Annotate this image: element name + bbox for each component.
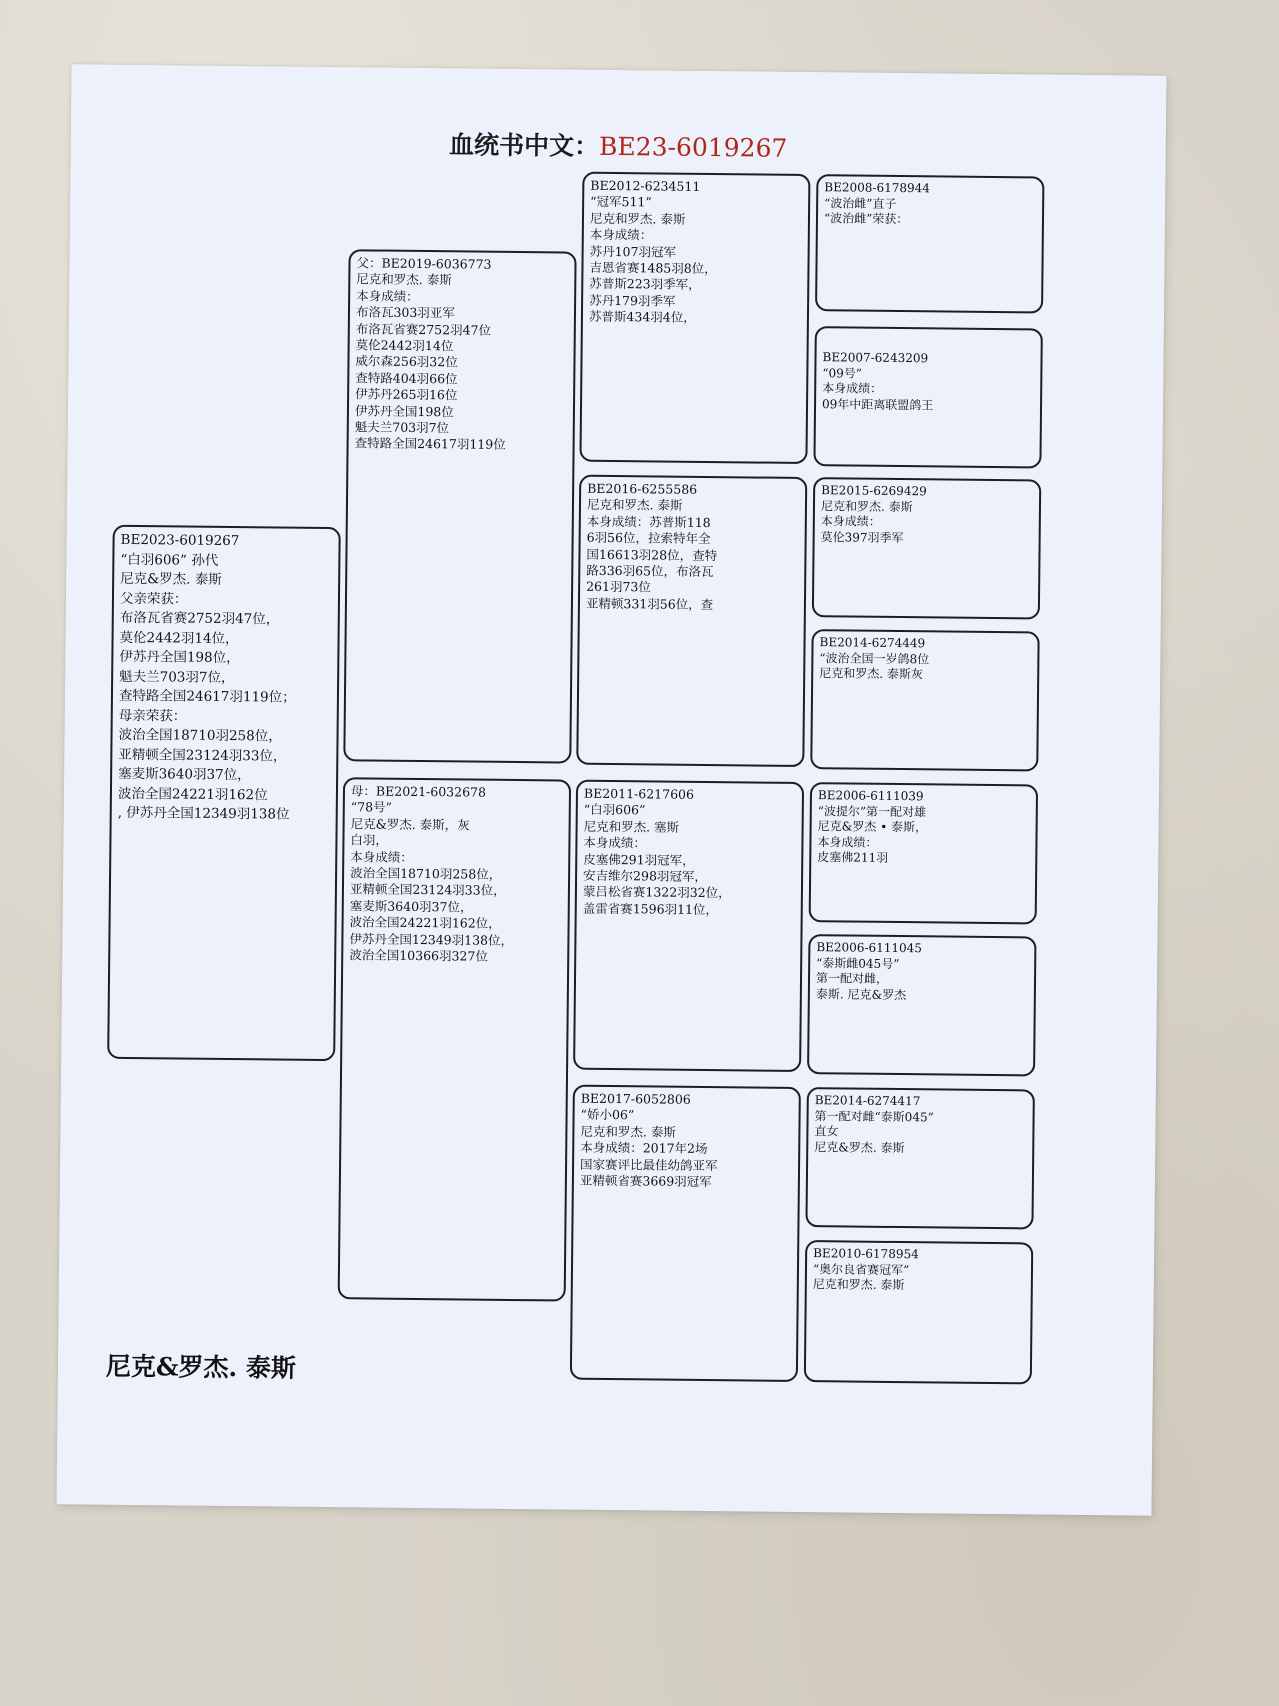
self-line: 尼克&罗杰. 泰斯	[120, 570, 222, 588]
self-line: 伊苏丹全国198位，	[119, 648, 240, 667]
sire-line: 查特路404羽66位	[355, 370, 458, 387]
sire-line: 尼克和罗杰. 泰斯	[356, 271, 452, 288]
self-line: BE2023-6019267	[120, 531, 240, 550]
ggp-line: BE2014-6274417	[814, 1093, 921, 1109]
dam-line: 亚精顿全国23124羽33位，	[349, 881, 506, 899]
ggp-line: 本身成绩：	[820, 514, 881, 529]
page-title	[71, 121, 1166, 168]
self-box	[107, 525, 341, 1061]
ggp-line: 本身成绩：	[817, 834, 878, 850]
dam-box	[338, 777, 571, 1301]
dam-sire-line: “白羽606”	[583, 802, 646, 818]
dam-sire-line: 本身成绩：	[583, 834, 647, 851]
sire-dam-line: 亚精顿331羽56位，查	[585, 595, 714, 612]
self-line: 布洛瓦省赛2752羽47位，	[119, 609, 280, 628]
dam-dam-line: 本身成绩：2017年2场	[580, 1139, 708, 1157]
sire-dam-line: 261羽73位	[586, 579, 651, 595]
self-line: , 伊苏丹全国12349羽138位	[117, 804, 290, 823]
sire-sire-line: 苏丹179羽季军	[589, 292, 676, 309]
ggp-line: “波治雌”直子	[824, 195, 897, 211]
dam-line: 波治全国18710羽258位，	[350, 865, 502, 882]
ggp-line: BE2007-6243209	[822, 350, 929, 366]
dam-line: 本身成绩：	[350, 848, 413, 865]
ggp-line: 直女	[814, 1124, 839, 1139]
self-line: 塞麦斯3640羽37位，	[118, 765, 251, 784]
self-line: “白羽606” 孙代	[120, 551, 219, 569]
ggp-box-7	[805, 1087, 1034, 1229]
sire-dam-line: 尼克和罗杰. 泰斯	[586, 497, 683, 514]
dam-dam-line: 尼克和罗杰. 泰斯	[580, 1123, 676, 1140]
sire-sire-line: 尼克和罗杰. 泰斯	[589, 210, 686, 227]
ggp-line: BE2008-6178944	[824, 180, 931, 196]
dam-dam-line: 亚精顿省赛3669羽冠军	[579, 1172, 712, 1190]
self-line: 波治全国24221羽162位	[117, 785, 268, 803]
sire-dam-line: 路336羽65位，布洛瓦	[586, 562, 714, 580]
ggp-line: 尼克和罗杰. 泰斯	[820, 498, 913, 514]
ggp-line: BE2015-6269429	[821, 483, 927, 499]
dam-line: 尼克&罗杰. 泰斯，灰	[350, 816, 470, 833]
dam-dam-line: “娇小06”	[580, 1107, 635, 1123]
sire-line: 莫伦2442羽14位	[355, 337, 454, 354]
ggp-line: 尼克&罗杰 • 泰斯，	[817, 819, 928, 835]
sire-line: 伊苏丹全国198位	[354, 402, 454, 419]
dam-sire-line: 尼克和罗杰. 塞斯	[583, 818, 680, 835]
ggp-box-4	[810, 629, 1039, 771]
dam-sire-line: 皮塞佛291羽冠军，	[583, 851, 695, 868]
ggp-line: “奥尔良省赛冠军”	[812, 1261, 910, 1277]
self-line: 亚精顿全国23124羽33位，	[118, 746, 287, 765]
sire-line: 本身成绩：	[356, 288, 419, 304]
ggp-line: “波治雌”荣获：	[823, 211, 909, 227]
sire-line: 布洛瓦省赛2752羽47位	[355, 320, 492, 338]
dam-dam-line: 国家赛评比最佳幼鸽亚军	[580, 1156, 718, 1173]
sire-dam-line: BE2016-6255586	[587, 480, 698, 497]
ggp-line: BE2006-6111039	[817, 788, 924, 804]
dam-dam-box	[570, 1085, 801, 1382]
sire-sire-line: 苏普斯223羽季军，	[589, 276, 701, 293]
ggp-line: 第一配对雌“泰斯045”	[814, 1108, 934, 1124]
sire-sire-line: 本身成绩：	[589, 226, 653, 243]
dam-line: 白羽，	[350, 832, 389, 848]
ggp-line: BE2006-6111045	[816, 940, 923, 956]
sire-line: 父：BE2019-6036773	[356, 255, 492, 272]
ggp-line: BE2014-6274449	[819, 635, 926, 651]
ggp-line: 第一配对雌，	[815, 971, 889, 986]
ggp-line: 尼克和罗杰. 泰斯灰	[819, 666, 923, 682]
sire-sire-line: “冠军511”	[590, 194, 652, 210]
ggp-line: “09号”	[822, 365, 862, 381]
sire-line: 查特路全国24617羽119位	[354, 435, 506, 453]
self-line: 魁夫兰703羽7位，	[119, 668, 235, 686]
dam-line: 伊苏丹全国12349羽138位，	[349, 930, 514, 948]
title-label: 血统书中文：	[448, 130, 600, 161]
sire-sire-line: BE2012-6234511	[590, 177, 701, 194]
sire-sire-line: 吉恩省赛1485羽8位，	[589, 259, 717, 277]
sire-line: 威尔森256羽32位	[355, 353, 458, 370]
dam-line: “78号”	[350, 799, 393, 816]
ggp-box-2	[813, 326, 1042, 468]
self-line: 波治全国18710羽258位，	[118, 726, 282, 745]
self-line: 莫伦2442羽14位，	[119, 629, 239, 647]
ggp-box-3	[812, 477, 1041, 619]
title-ring-number: BE23-6019267	[598, 131, 788, 163]
sire-dam-line: 6羽56位，拉索特年全	[586, 529, 711, 547]
sire-line: 伊苏丹265羽16位	[355, 386, 458, 403]
self-line: 父亲荣获：	[119, 590, 188, 608]
ggp-line: BE2010-6178954	[813, 1246, 919, 1262]
dam-sire-line: BE2011-6217606	[583, 785, 695, 802]
pedigree-sheet	[56, 64, 1166, 1515]
ggp-line: 莫伦397羽季军	[820, 529, 904, 545]
breeder-name: 尼克&罗杰. 泰斯	[105, 1351, 297, 1383]
sire-sire-line: 苏丹107羽冠军	[589, 243, 677, 260]
sire-box	[343, 249, 576, 763]
dam-line: 波治全国10366羽327位	[349, 947, 488, 964]
ggp-line: “泰斯雌045号”	[816, 955, 900, 971]
dam-sire-line: 安吉维尔298羽冠军，	[583, 867, 708, 885]
ggp-line: 本身成绩：	[822, 381, 883, 396]
sire-dam-box	[576, 475, 807, 767]
ggp-line: 尼克&罗杰. 泰斯	[814, 1139, 905, 1155]
ggp-line: 09年中距离联盟鸽王	[821, 396, 934, 412]
dam-dam-line: BE2017-6052806	[580, 1090, 691, 1107]
ggp-box-6	[807, 934, 1036, 1076]
ggp-line: 尼克和罗杰. 泰斯	[812, 1277, 905, 1293]
sire-line: 布洛瓦303羽亚军	[355, 304, 455, 321]
ggp-line: 皮塞佛211羽	[817, 850, 889, 865]
self-line: 母亲荣获：	[118, 707, 187, 725]
ggp-box-8	[804, 1240, 1033, 1384]
ggp-line: “波治全国一岁鸽8位	[819, 650, 930, 666]
sire-dam-line: 国16613羽28位，查特	[586, 546, 718, 563]
sire-dam-line: 本身成绩：苏普斯118	[586, 513, 711, 530]
dam-sire-box	[573, 780, 804, 1072]
ggp-box-1	[815, 174, 1044, 313]
dam-sire-line: 盖雷省赛1596羽11位，	[582, 900, 719, 917]
dam-line: 塞麦斯3640羽37位，	[349, 898, 473, 915]
sire-line: 魁夫兰703羽7位	[354, 419, 450, 436]
ggp-line: “波提尔”第一配对雄	[817, 803, 927, 819]
dam-line: 母：BE2021-6032678	[350, 783, 487, 800]
sire-sire-box	[579, 172, 810, 464]
ggp-box-5	[809, 782, 1038, 924]
ggp-line: 泰斯. 尼克&罗杰	[815, 986, 907, 1002]
dam-line: 波治全国24221羽162位，	[349, 914, 501, 932]
dam-sire-line: 蒙吕松省赛1322羽32位，	[582, 884, 731, 901]
self-line: 查特路全国24617羽119位；	[118, 687, 296, 706]
sire-sire-line: 苏普斯434羽4位，	[588, 308, 696, 326]
